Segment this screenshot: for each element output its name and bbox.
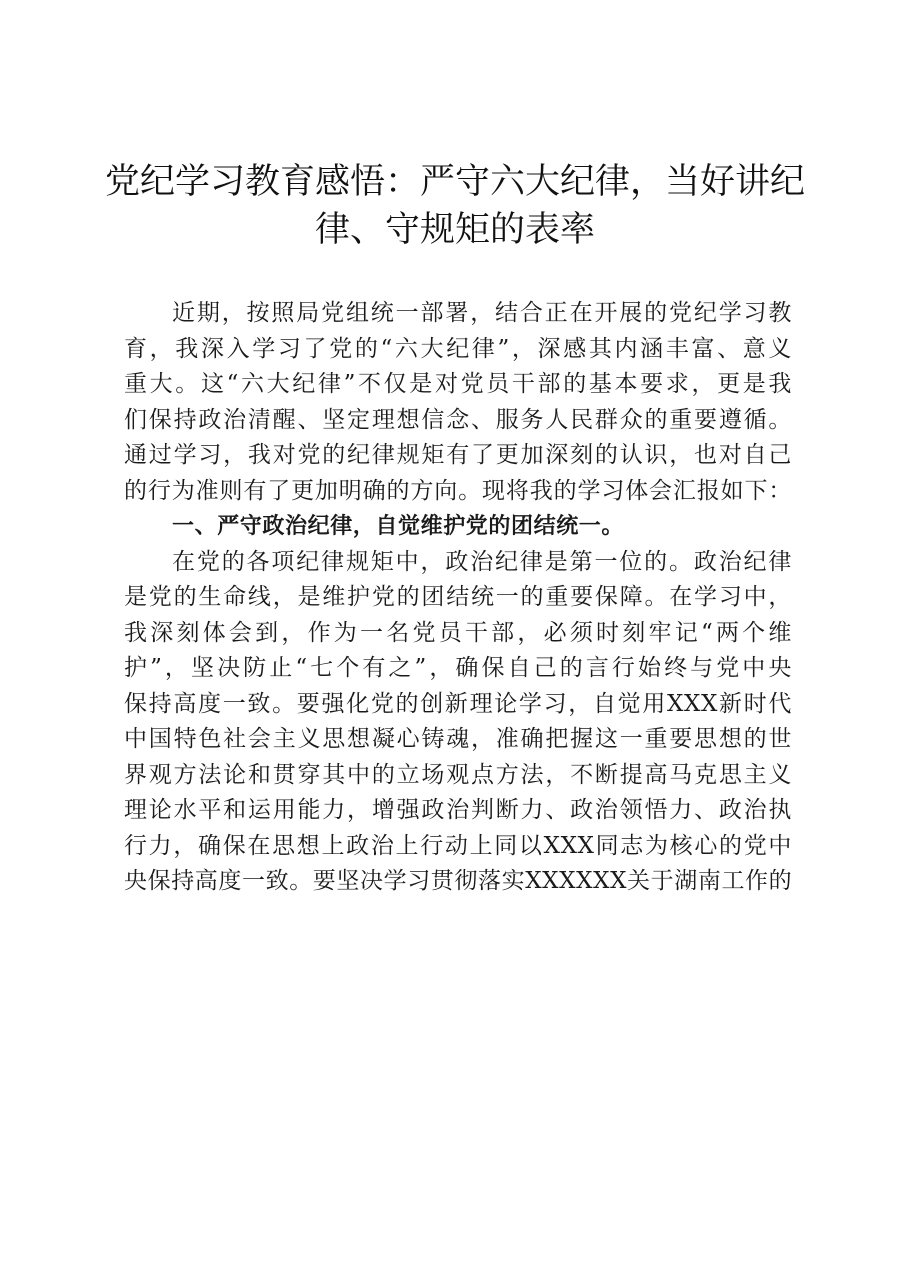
paragraph-line: 的行为准则有了更加明确的方向。现将我的学习体会汇报如下： — [124, 477, 792, 504]
paragraph-line: 通过学习，我对党的纪律规矩有了更加深刻的认识，也对自己 — [124, 442, 792, 468]
paragraph-line: 是党的生命线，是维护党的团结统一的重要保障。在学习中， — [124, 584, 792, 610]
paragraph-line: 在党的各项纪律规矩中，政治纪律是第一位的。政治纪律 — [172, 548, 792, 575]
paragraph-line: 行力，确保在思想上政治上行动上同以XXX同志为核心的党中 — [124, 832, 792, 859]
paragraph-line: 我深刻体会到，作为一名党员干部，必须时刻牢记“两个维 — [124, 619, 792, 646]
paragraph-line: 理论水平和运用能力，增强政治判断力、政治领悟力、政治执 — [124, 797, 792, 823]
paragraph-line: 中国特色社会主义思想凝心铸魂，准确把握这一重要思想的世 — [124, 726, 792, 752]
paragraph-line: 保持高度一致。要强化党的创新理论学习，自觉用XXX新时代 — [124, 690, 792, 717]
document-body — [124, 296, 792, 900]
paragraph-line: 近期，按照局党组统一部署，结合正在开展的党纪学习教 — [172, 300, 792, 326]
paragraph-line: 央保持高度一致。要坚决学习贯彻落实XXXXXX关于湖南工作的 — [124, 868, 793, 894]
paragraph-line: 们保持政治清醒、坚定理想信念、服务人民群众的重要遵循。 — [124, 406, 792, 433]
paragraph-intro — [124, 296, 792, 509]
paragraph-line: 护”，坚决防止“七个有之”，确保自己的言行始终与党中央 — [124, 655, 792, 681]
paragraph-line: 重大。这“六大纪律”不仅是对党员干部的基本要求，更是我 — [124, 371, 792, 397]
section-heading: 一、严守政治纪律，自觉维护党的团结统一。 — [172, 514, 625, 539]
title-line-2: 律、守规矩的表率 — [314, 210, 595, 250]
title-line-1: 党纪学习教育感悟：严守六大纪律，当好讲纪 — [104, 162, 805, 202]
paragraph-political-discipline — [124, 545, 792, 900]
paragraph-line: 界观方法论和贯穿其中的立场观点方法，不断提高马克思主义 — [124, 761, 792, 788]
paragraph-line: 育，我深入学习了党的“六大纪律”，深感其内涵丰富、意义 — [124, 335, 792, 362]
document-title — [100, 158, 810, 254]
